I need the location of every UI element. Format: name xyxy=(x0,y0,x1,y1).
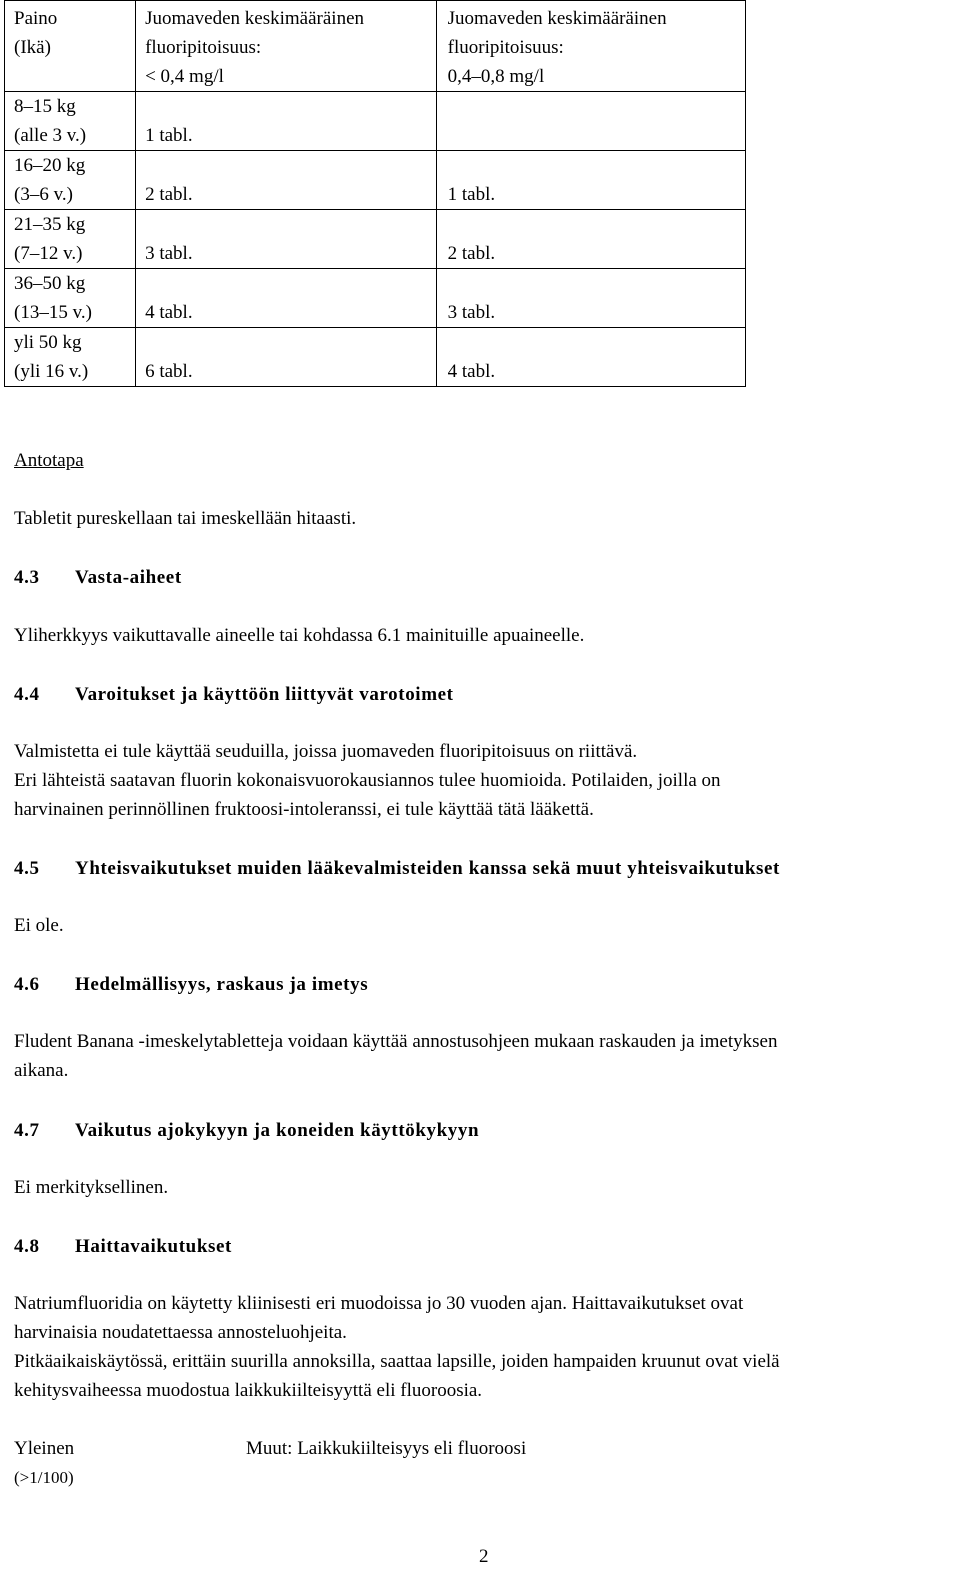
section-heading-4-7 xyxy=(14,1120,479,1142)
section-number: 4.6 xyxy=(14,974,40,995)
table-header-row xyxy=(5,1,746,92)
section-4-8-line4: kehitysvaiheessa muodostua laikkukiilteisyyttä eli fluoroosia. xyxy=(14,1380,483,1401)
section-title: Yhteisvaikutukset muiden lääkevalmisteiden kanssa sekä muut yhteisvaikutukset xyxy=(75,858,780,879)
section-4-5-text: Ei ole. xyxy=(14,915,64,936)
header-mid-line2: fluoripitoisuus: xyxy=(447,37,564,58)
cell-low-dose: 2 tabl. xyxy=(136,151,437,210)
cell-mid-dose xyxy=(436,92,745,151)
cell-weight-age xyxy=(5,269,136,328)
cell-weight: 21–35 kg xyxy=(14,214,86,235)
header-age: (Ikä) xyxy=(14,37,51,58)
section-heading-4-5 xyxy=(14,858,780,880)
section-title: Haittavaikutukset xyxy=(75,1236,232,1257)
cell-weight-age xyxy=(5,210,136,269)
section-heading-4-3 xyxy=(14,567,182,589)
antotapa-text: Tabletit pureskellaan tai imeskellään hitaasti. xyxy=(14,508,357,529)
cell-low-dose: 4 tabl. xyxy=(136,269,437,328)
header-low-line1: Juomaveden keskimääräinen xyxy=(145,8,365,29)
section-4-4-line3: harvinainen perinnöllinen fruktoosi-intoleranssi, ei tule käyttää tätä lääkettä. xyxy=(14,799,594,820)
cell-low-dose: 3 tabl. xyxy=(136,210,437,269)
section-number: 4.7 xyxy=(14,1120,40,1141)
table-row xyxy=(5,210,746,269)
frequency-effect: Muut: Laikkukiilteisyys eli fluoroosi xyxy=(246,1438,527,1459)
header-mid-fluoride xyxy=(436,1,745,92)
cell-age: (7–12 v.) xyxy=(14,243,83,264)
cell-mid-dose: 1 tabl. xyxy=(436,151,745,210)
cell-age: (3–6 v.) xyxy=(14,184,73,205)
header-weight-age xyxy=(5,1,136,92)
table-row xyxy=(5,269,746,328)
cell-age: (13–15 v.) xyxy=(14,302,92,323)
section-4-6-line1: Fludent Banana -imeskelytabletteja voidaan käyttää annostusohjeen mukaan raskauden ja imetyksen xyxy=(14,1031,778,1052)
section-4-8-line1: Natriumfluoridia on käytetty kliinisesti eri muodoissa jo 30 vuoden ajan. Haittavaikutukset ovat xyxy=(14,1293,744,1314)
section-4-3-text: Yliherkkyys vaikuttavalle aineelle tai kohdassa 6.1 mainituille apuaineelle. xyxy=(14,625,585,646)
section-heading-4-4 xyxy=(14,684,454,706)
header-weight: Paino xyxy=(14,8,58,29)
header-low-fluoride xyxy=(136,1,437,92)
antotapa-title: Antotapa xyxy=(14,450,84,471)
section-4-4-line2: Eri lähteistä saatavan fluorin kokonaisvuorokausiannos tulee huomioida. Potilaiden, joilla on xyxy=(14,770,721,791)
cell-mid-dose: 4 tabl. xyxy=(436,328,745,387)
section-4-8-line3: Pitkäaikaiskäytössä, erittäin suurilla annoksilla, saattaa lapsille, joiden hampaiden kruunut ovat vielä xyxy=(14,1351,780,1372)
cell-age: (yli 16 v.) xyxy=(14,361,89,382)
cell-weight: 36–50 kg xyxy=(14,273,86,294)
cell-mid-dose: 2 tabl. xyxy=(436,210,745,269)
header-low-line2: fluoripitoisuus: xyxy=(145,37,262,58)
cell-age: (alle 3 v.) xyxy=(14,125,87,146)
cell-weight: 16–20 kg xyxy=(14,155,86,176)
cell-weight-age xyxy=(5,328,136,387)
header-low-line3: < 0,4 mg/l xyxy=(145,66,224,87)
header-mid-line3: 0,4–0,8 mg/l xyxy=(447,66,545,87)
section-number: 4.3 xyxy=(14,567,40,588)
section-number: 4.8 xyxy=(14,1236,40,1257)
table-row xyxy=(5,92,746,151)
table-row xyxy=(5,328,746,387)
frequency-range: (>1/100) xyxy=(14,1468,74,1487)
cell-low-dose: 6 tabl. xyxy=(136,328,437,387)
section-title: Hedelmällisyys, raskaus ja imetys xyxy=(75,974,369,995)
section-4-6-line2: aikana. xyxy=(14,1060,69,1081)
section-heading-4-8 xyxy=(14,1236,232,1258)
cell-weight: 8–15 kg xyxy=(14,96,76,117)
frequency-label: Yleinen xyxy=(14,1438,75,1459)
section-4-8-line2: harvinaisia noudatettaessa annosteluohjeita. xyxy=(14,1322,347,1343)
section-title: Varoitukset ja käyttöön liittyvät varotoimet xyxy=(75,684,454,705)
cell-mid-dose: 3 tabl. xyxy=(436,269,745,328)
section-number: 4.5 xyxy=(14,858,40,879)
cell-weight-age xyxy=(5,151,136,210)
cell-low-dose: 1 tabl. xyxy=(136,92,437,151)
header-mid-line1: Juomaveden keskimääräinen xyxy=(447,8,667,29)
section-4-7-text: Ei merkityksellinen. xyxy=(14,1177,169,1198)
table-row xyxy=(5,151,746,210)
section-number: 4.4 xyxy=(14,684,40,705)
dosage-table xyxy=(4,0,746,387)
section-heading-4-6 xyxy=(14,974,368,996)
cell-weight: yli 50 kg xyxy=(14,332,82,353)
cell-weight-age xyxy=(5,92,136,151)
section-title: Vaikutus ajokykyyn ja koneiden käyttökykyyn xyxy=(75,1120,480,1141)
section-4-4-line1: Valmistetta ei tule käyttää seuduilla, joissa juomaveden fluoripitoisuus on riittävä. xyxy=(14,741,638,762)
page-number: 2 xyxy=(479,1546,489,1567)
section-title: Vasta-aiheet xyxy=(75,567,182,588)
